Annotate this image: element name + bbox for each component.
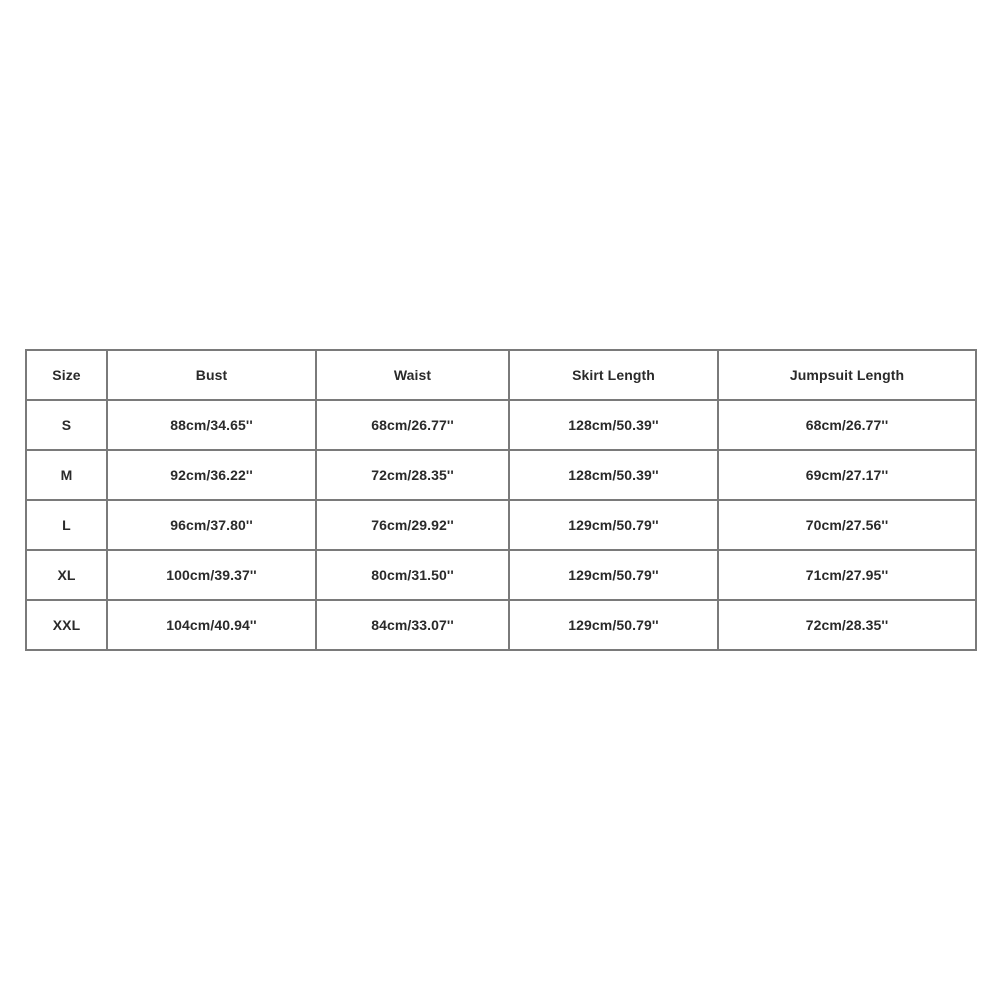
header-size: Size [26,350,107,400]
header-bust: Bust [107,350,316,400]
cell-waist: 84cm/33.07'' [316,600,509,650]
size-chart-table [25,349,977,651]
cell-bust: 92cm/36.22'' [107,450,316,500]
header-skirt-length: Skirt Length [509,350,718,400]
cell-size: XXL [26,600,107,650]
cell-bust: 100cm/39.37'' [107,550,316,600]
table-row [26,400,976,450]
cell-skirt-length: 128cm/50.39'' [509,400,718,450]
cell-jumpsuit-length: 69cm/27.17'' [718,450,976,500]
cell-skirt-length: 128cm/50.39'' [509,450,718,500]
table-row [26,450,976,500]
table-row [26,550,976,600]
header-waist: Waist [316,350,509,400]
cell-size: M [26,450,107,500]
cell-bust: 96cm/37.80'' [107,500,316,550]
cell-skirt-length: 129cm/50.79'' [509,500,718,550]
table-header-row [26,350,976,400]
cell-size: S [26,400,107,450]
cell-size: XL [26,550,107,600]
cell-size: L [26,500,107,550]
table-row [26,500,976,550]
cell-bust: 104cm/40.94'' [107,600,316,650]
cell-bust: 88cm/34.65'' [107,400,316,450]
cell-waist: 80cm/31.50'' [316,550,509,600]
header-jumpsuit-length: Jumpsuit Length [718,350,976,400]
table-row [26,600,976,650]
cell-waist: 68cm/26.77'' [316,400,509,450]
cell-jumpsuit-length: 71cm/27.95'' [718,550,976,600]
cell-skirt-length: 129cm/50.79'' [509,550,718,600]
cell-jumpsuit-length: 68cm/26.77'' [718,400,976,450]
cell-jumpsuit-length: 70cm/27.56'' [718,500,976,550]
cell-skirt-length: 129cm/50.79'' [509,600,718,650]
cell-waist: 76cm/29.92'' [316,500,509,550]
cell-waist: 72cm/28.35'' [316,450,509,500]
cell-jumpsuit-length: 72cm/28.35'' [718,600,976,650]
